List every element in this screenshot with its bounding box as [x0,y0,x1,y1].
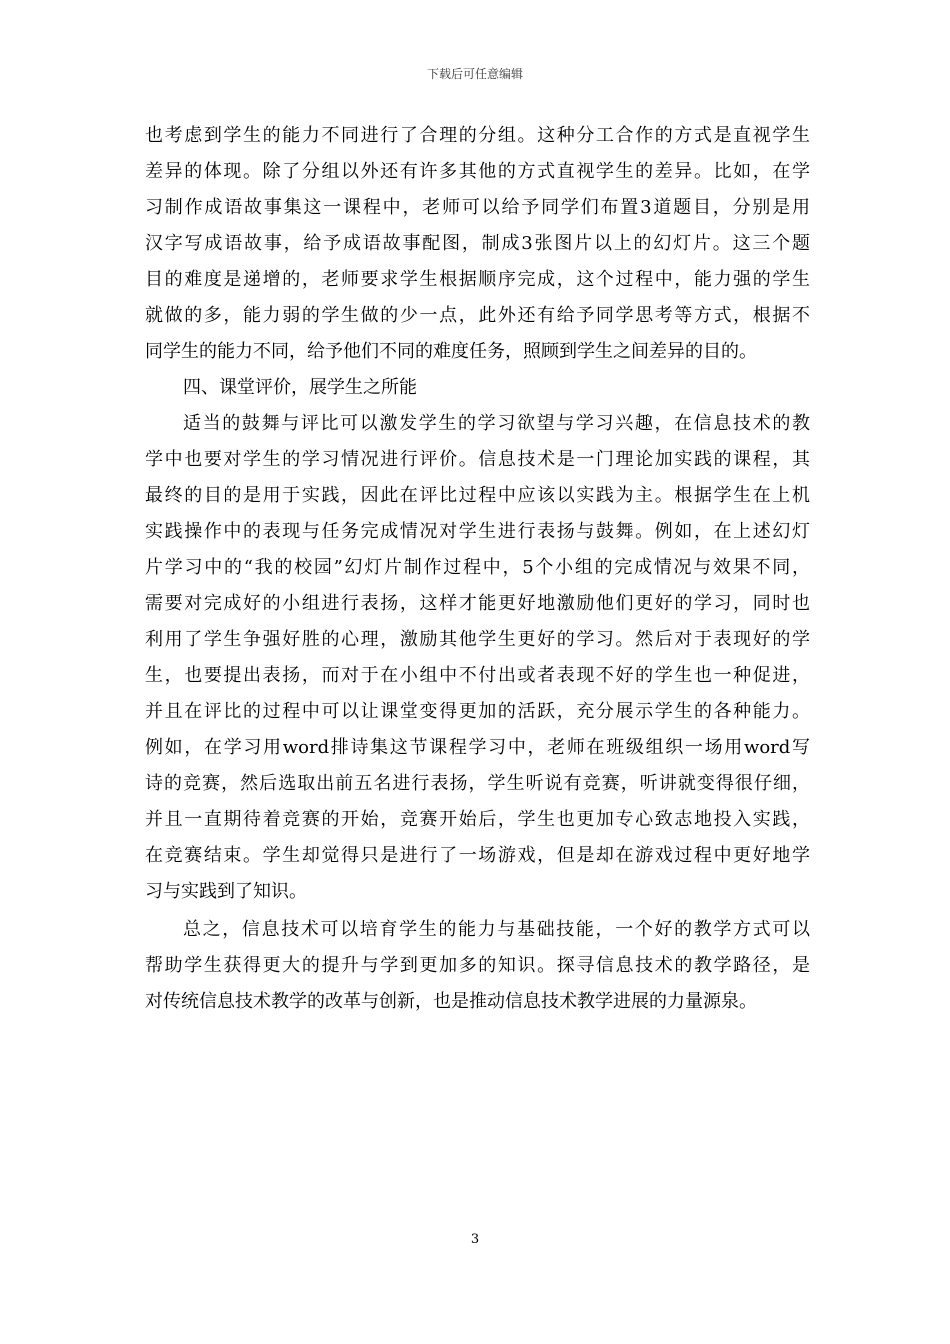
text-line: 在竞赛结束。学生却觉得只是进行了一场游戏，但是却在游戏过程中更好地学 [145,845,810,866]
text-line: 目的难度是递增的，老师要求学生根据顺序完成，这个过程中，能力强的学生 [145,269,810,290]
text-line: 同学生的能力不同，给予他们不同的难度任务，照顾到学生之间差异的目的。 [145,341,757,362]
text-line: 利用了学生争强好胜的心理，激励其他学生更好的学习。然后对于表现好的学 [145,629,810,650]
text-line: 帮助学生获得更大的提升与学到更加多的知识。探寻信息技术的教学路径，是 [145,955,810,976]
text-line: 生，也要提出表扬，而对于在小组中不付出或者表现不好的学生也一种促进， [145,665,810,686]
text-line: 诗的竞赛，然后选取出前五名进行表扬，学生听说有竞赛，听讲就变得很仔细， [145,773,810,794]
section-heading [145,370,810,406]
page-header: 下载后可任意编辑 [426,67,523,81]
text-line: 总之，信息技术可以培育学生的能力与基础技能，一个好的教学方式可以 [183,919,810,940]
text-line: 需要对完成好的小组进行表扬，这样才能更好地激励他们更好的学习，同时也 [145,593,810,614]
paragraph [145,406,810,910]
text-line: 汉字写成语故事，给予成语故事配图，制成3张图片以上的幻灯片。这三个题 [145,233,810,254]
text-line: 并且一直期待着竞赛的开始，竞赛开始后，学生也更加专心致志地投入实践， [145,809,810,830]
text-line: 习制作成语故事集这一课程中，老师可以给予同学们布置3道题目，分别是用 [145,197,810,218]
paragraph [145,118,810,370]
text-line: 最终的目的是用于实践，因此在评比过程中应该以实践为主。根据学生在上机 [145,485,810,506]
paragraph [145,912,810,1020]
text-line: 例如，在学习用word排诗集这节课程学习中，老师在班级组织一场用word写 [145,737,810,758]
text-line: 学中也要对学生的学习情况进行评价。信息技术是一门理论加实践的课程，其 [145,449,810,470]
text-line: 也考虑到学生的能力不同进行了合理的分组。这种分工合作的方式是直视学生 [145,125,810,146]
document-body [145,118,810,1020]
text-line: 就做的多，能力弱的学生做的少一点，此外还有给予同学思考等方式，根据不 [145,305,810,326]
heading-line: 四、课堂评价，展学生之所能 [183,377,417,398]
text-line: 实践操作中的表现与任务完成情况对学生进行表扬与鼓舞。例如，在上述幻灯 [145,521,810,542]
text-line: 习与实践到了知识。 [145,881,307,902]
text-line: 差异的体现。除了分组以外还有许多其他的方式直视学生的差异。比如，在学 [145,161,810,182]
text-line: 片学习中的“我的校园”幻灯片制作过程中，5个小组的完成情况与效果不同， [145,557,810,578]
text-line: 并且在评比的过程中可以让课堂变得更加的活跃，充分展示学生的各种能力。 [145,701,810,722]
text-line: 对传统信息技术教学的改革与创新，也是推动信息技术教学进展的力量源泉。 [145,991,757,1012]
page-number: 3 [470,1232,480,1247]
text-line: 适当的鼓舞与评比可以激发学生的学习欲望与学习兴趣，在信息技术的教 [183,413,810,434]
